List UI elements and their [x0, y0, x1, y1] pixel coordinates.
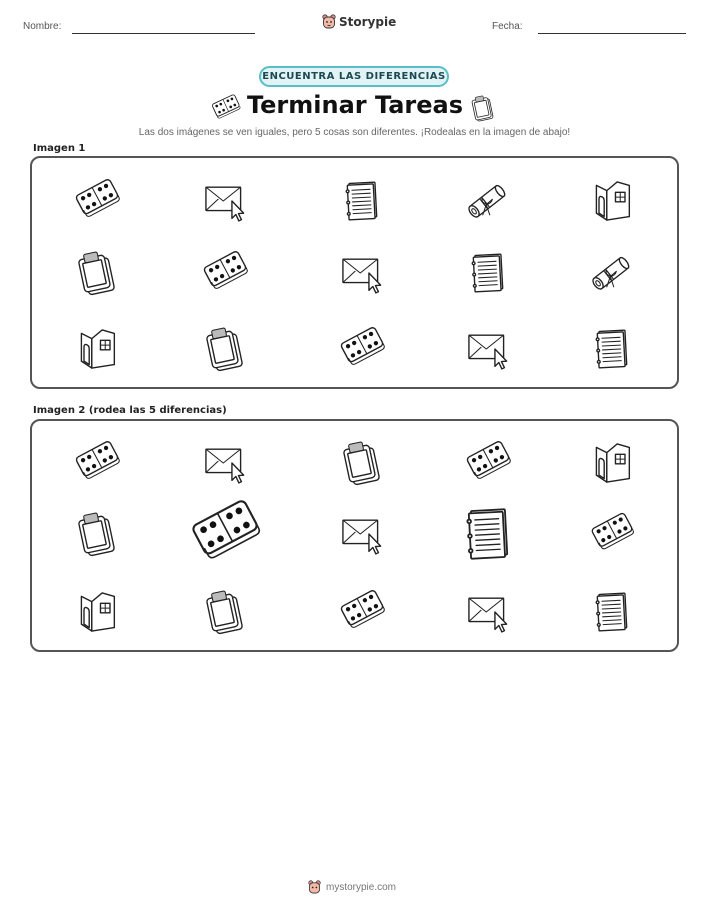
- brand: [322, 14, 396, 29]
- image2-room-icon[interactable]: [71, 586, 123, 638]
- image2-domino-icon[interactable]: [462, 437, 514, 489]
- image1-notepad-icon: [586, 323, 638, 375]
- image1-clipboard-icon: [199, 323, 251, 375]
- image2-envelope-icon[interactable]: [336, 508, 388, 560]
- image2-domino-icon[interactable]: [336, 586, 388, 638]
- image1-envelope-icon: [462, 323, 514, 375]
- image2-notepad-icon[interactable]: [586, 586, 638, 638]
- storypie-logo-icon: [308, 880, 321, 894]
- image1-notepad-icon: [462, 247, 514, 299]
- image2-clipboard-icon[interactable]: [71, 508, 123, 560]
- page-title: Terminar Tareas: [246, 91, 464, 119]
- image1-clipboard-icon: [71, 247, 123, 299]
- image2-room-icon[interactable]: [586, 437, 638, 489]
- name-field-line[interactable]: [72, 33, 255, 34]
- image2-notepad-icon[interactable]: [454, 500, 522, 568]
- image2-domino-icon[interactable]: [71, 437, 123, 489]
- image1-domino-icon: [71, 175, 123, 227]
- image1-room-icon: [586, 175, 638, 227]
- image1-domino-icon: [336, 323, 388, 375]
- image2-domino-icon[interactable]: [587, 509, 637, 559]
- image1-notepad-icon: [336, 175, 388, 227]
- image2-envelope-icon[interactable]: [199, 437, 251, 489]
- activity-badge: ENCUENTRA LAS DIFERENCIAS: [259, 66, 449, 87]
- footer: [308, 880, 396, 894]
- image1-envelope-icon: [336, 247, 388, 299]
- clipboard-icon: [468, 92, 498, 124]
- image2-clipboard-icon[interactable]: [336, 437, 388, 489]
- storypie-logo-icon: [322, 14, 336, 29]
- image2-clipboard-icon[interactable]: [199, 586, 251, 638]
- date-field-line[interactable]: [538, 33, 686, 34]
- footer-url: mystorypie.com: [326, 881, 397, 893]
- image1-envelope-icon: [199, 175, 251, 227]
- image1-diploma-icon: [586, 247, 638, 299]
- image2-label: Imagen 2 (rodea las 5 diferencias): [33, 405, 227, 416]
- brand-name: Storypie: [339, 14, 397, 29]
- image2-envelope-icon[interactable]: [462, 586, 514, 638]
- date-label: Fecha:: [492, 21, 523, 32]
- image1-room-icon: [71, 323, 123, 375]
- image2-domino-icon[interactable]: [185, 494, 265, 574]
- image1-label: Imagen 1: [33, 143, 86, 154]
- name-label: Nombre:: [23, 21, 62, 32]
- instructions-text: Las dos imágenes se ven iguales, pero 5 cosas son diferentes. ¡Rodealas en la imagen de abajo!: [138, 127, 571, 138]
- image1-diploma-icon: [462, 175, 514, 227]
- image1-domino-icon: [199, 247, 251, 299]
